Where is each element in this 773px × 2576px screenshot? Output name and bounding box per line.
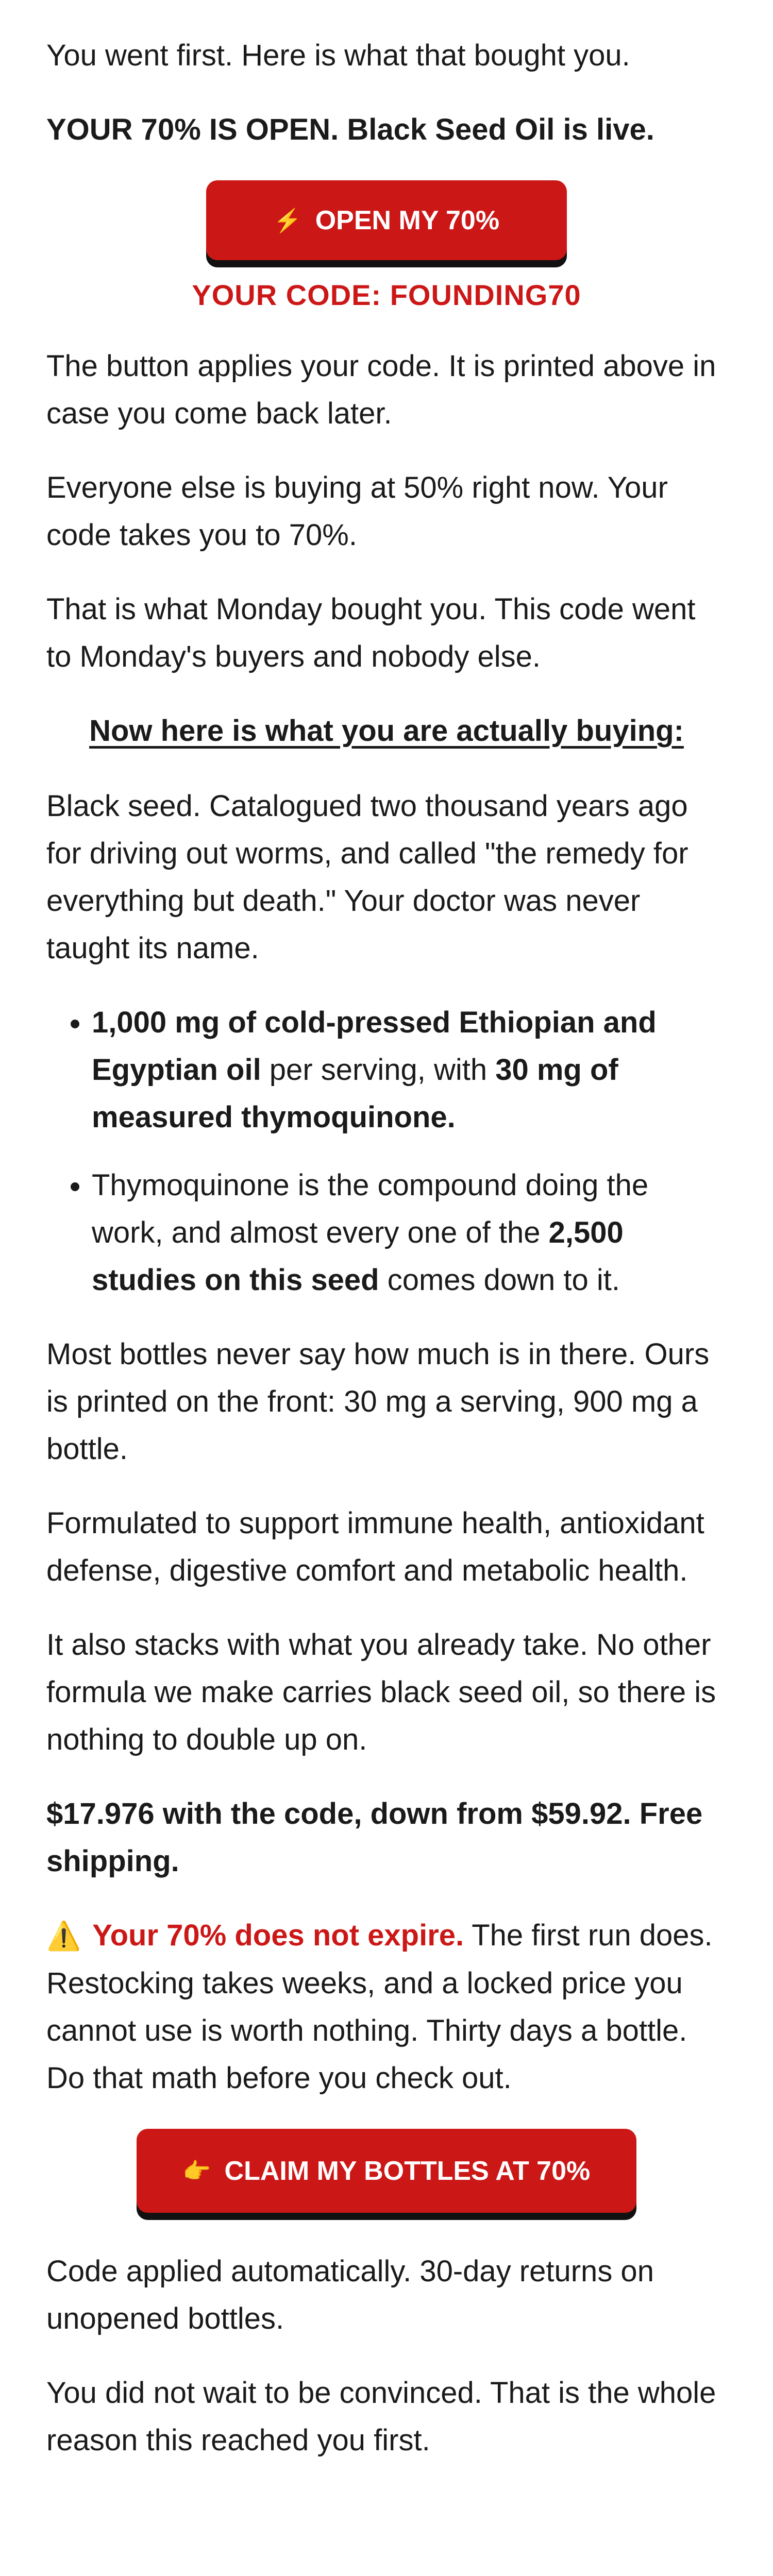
- black-seed-text: Black seed. Catalogued two thousand years ago for driving out worms, and called "the remedy for everything but death." Your doctor was never taught its name.: [46, 789, 688, 965]
- everyone-else-text: Everyone else is buying at 50% right now. Your code takes you to 70%.: [46, 471, 668, 552]
- warning-paragraph: [46, 1912, 727, 2102]
- warning-icon: ⚠️: [46, 1921, 81, 1952]
- cta-top-row: [46, 180, 727, 260]
- studies-count-text: 2,500 studies on this seed: [92, 1216, 624, 1297]
- list-item: [92, 999, 727, 1141]
- warning-text: The first run does. Restocking takes weeks, and a locked price you cannot use is worth nothing. Thirty days a bottle. Do that math before you check out.: [46, 1919, 713, 2095]
- cta-bottom-row: [46, 2129, 727, 2213]
- formulated-text: Formulated to support immune health, antioxidant defense, digestive comfort and metabolic health.: [46, 1506, 704, 1587]
- stacks-text: It also stacks with what you already take. No other formula we make carries black seed oil, so there is nothing to double up on.: [46, 1628, 716, 1756]
- claim-bottles-button[interactable]: [137, 2129, 636, 2213]
- pointing-hand-icon: 👉: [182, 2159, 211, 2184]
- list-item-text: Thymoquinone is the compound doing the work, and almost every one of the: [92, 1168, 649, 1249]
- list-item-text: comes down to it.: [379, 1263, 620, 1297]
- thymoquinone-amount-text: 30 mg of measured thymoquinone.: [92, 1053, 618, 1134]
- price-text: $17.976 with the code, down from $59.92. Free shipping.: [46, 1797, 703, 1878]
- benefits-list: [46, 999, 727, 1304]
- list-item: [92, 1162, 727, 1304]
- lightning-icon: ⚡: [273, 208, 302, 233]
- open-my-70-button[interactable]: [206, 180, 567, 260]
- warning-lead: Your 70% does not expire.: [92, 1919, 464, 1952]
- section-heading: Now here is what you are actually buying:: [89, 714, 684, 748]
- oil-amount-text: 1,000 mg of cold-pressed Ethiopian and Egyptian oil: [92, 1006, 657, 1087]
- open-my-70-button-label: OPEN MY 70%: [315, 206, 500, 235]
- button-explainer-text: The button applies your code. It is printed above in case you come back later.: [46, 349, 716, 430]
- code-applied-text: Code applied automatically. 30-day returns on unopened bottles.: [46, 2255, 654, 2335]
- claim-bottles-button-label: CLAIM MY BOTTLES AT 70%: [224, 2156, 591, 2186]
- headline: YOUR 70% IS OPEN. Black Seed Oil is live.: [46, 113, 654, 146]
- bottle-label-text: Most bottles never say how much is in there. Ours is printed on the front: 30 mg a serving, 900 mg a bottle.: [46, 1337, 710, 1466]
- discount-code: YOUR CODE: FOUNDING70: [192, 279, 581, 311]
- intro-text: You went first. Here is what that bought you.: [46, 39, 630, 72]
- closing-text: You did not wait to be convinced. That is the whole reason this reached you first.: [46, 2376, 716, 2457]
- monday-buyers-text: That is what Monday bought you. This code went to Monday's buyers and nobody else.: [46, 592, 696, 673]
- list-item-text: per serving, with: [261, 1053, 496, 1087]
